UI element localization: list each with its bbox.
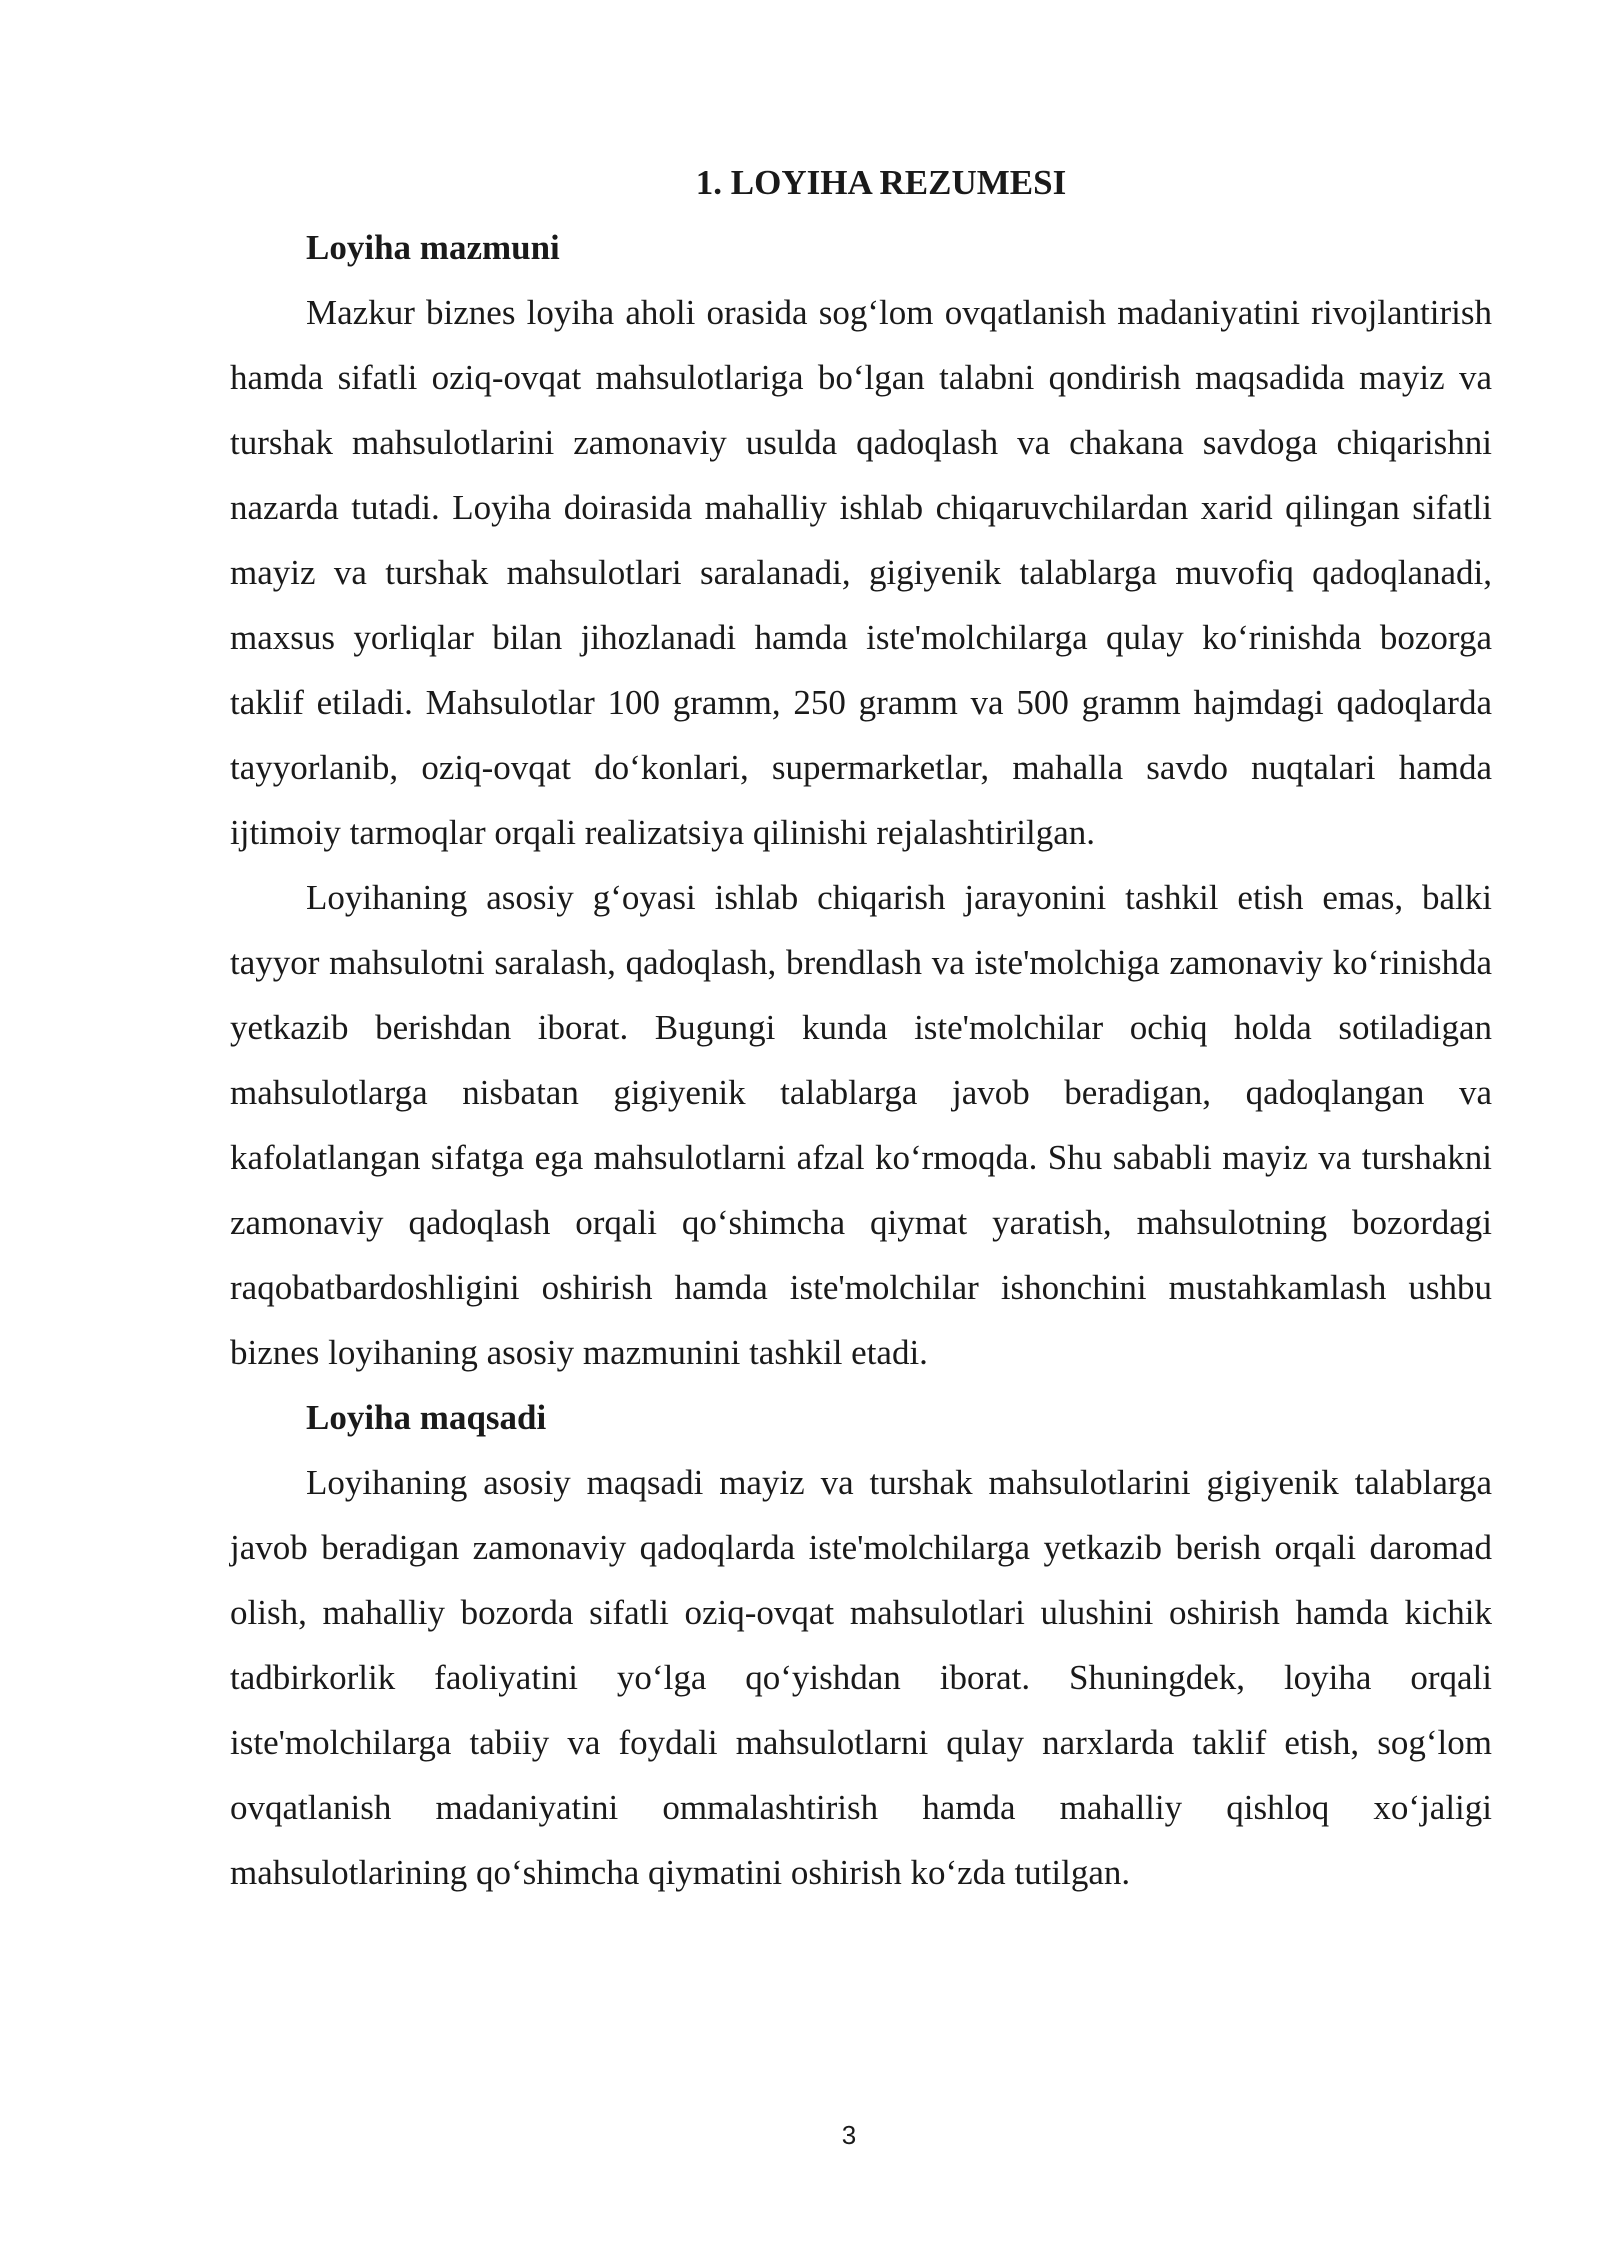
page-number: 3 [841,2120,857,2150]
paragraph: Loyihaning asosiy g‘oyasi ishlab chiqarish jarayonini tashkil etish emas, balki tayyor mahsulotni saralash, qadoqlash, brendlash va iste'molchiga zamonaviy ko‘rinishda yetkazib berishdan iborat. Bugungi kunda iste'molchilar ochiq holda sotiladigan mahsulotlarga nisbatan gigiyenik talablarga javob beradigan, qadoqlangan va kafolatlangan sifatga ega mahsulotlarni afzal ko‘rmoqda. Shu sababli mayiz va turshakni zamonaviy qadoqlash orqali qo‘shimcha qiymat yaratish, mahsulotning bozordagi raqobatbardoshligini oshirish hamda iste'molchilar ishonchini mustahkamlash ushbu biznes loyihaning asosiy mazmunini tashkil etadi. [230,878,1492,1372]
paragraph: Mazkur biznes loyiha aholi orasida sog‘lom ovqatlanish madaniyatini rivojlantirish hamda sifatli oziq-ovqat mahsulotlariga bo‘lgan talabni qondirish maqsadida mayiz va turshak mahsulotlarini zamonaviy usulda qadoqlash va chakana savdoga chiqarishni nazarda tutadi. Loyiha doirasida mahalliy ishlab chiqaruvchilardan xarid qilingan sifatli mayiz va turshak mahsulotlari saralanadi, gigiyenik talablarga muvofiq qadoqlanadi, maxsus yorliqlar bilan jihozlanadi hamda iste'molchilarga qulay ko‘rinishda bozorga taklif etiladi. Mahsulotlar 100 gramm, 250 gramm va 500 gramm hajmdagi qadoqlarda tayyorlanib, oziq-ovqat do‘konlari, supermarketlar, mahalla savdo nuqtalari hamda ijtimoiy tarmoqlar orqali realizatsiya qilinishi rejalashtirilgan. [230,293,1492,852]
section-heading-loyiha-maqsadi: Loyiha maqsadi [306,1398,547,1437]
page-content [230,150,1492,1905]
section-heading-loyiha-mazmuni: Loyiha mazmuni [306,228,560,267]
chapter-title: 1. LOYIHA REZUMESI [695,163,1067,202]
paragraph: Loyihaning asosiy maqsadi mayiz va turshak mahsulotlarini gigiyenik talablarga javob beradigan zamonaviy qadoqlarda iste'molchilarga yetkazib berish orqali daromad olish, mahalliy bozorda sifatli oziq-ovqat mahsulotlari ulushini oshirish hamda kichik tadbirkorlik faoliyatini yo‘lga qo‘yishdan iborat. Shuningdek, loyiha orqali iste'molchilarga tabiiy va foydali mahsulotlarni qulay narxlarda taklif etish, sog‘lom ovqatlanish madaniyatini ommalashtirish hamda mahalliy qishloq xo‘jaligi mahsulotlarining qo‘shimcha qiymatini oshirish ko‘zda tutilgan. [230,1463,1492,1892]
